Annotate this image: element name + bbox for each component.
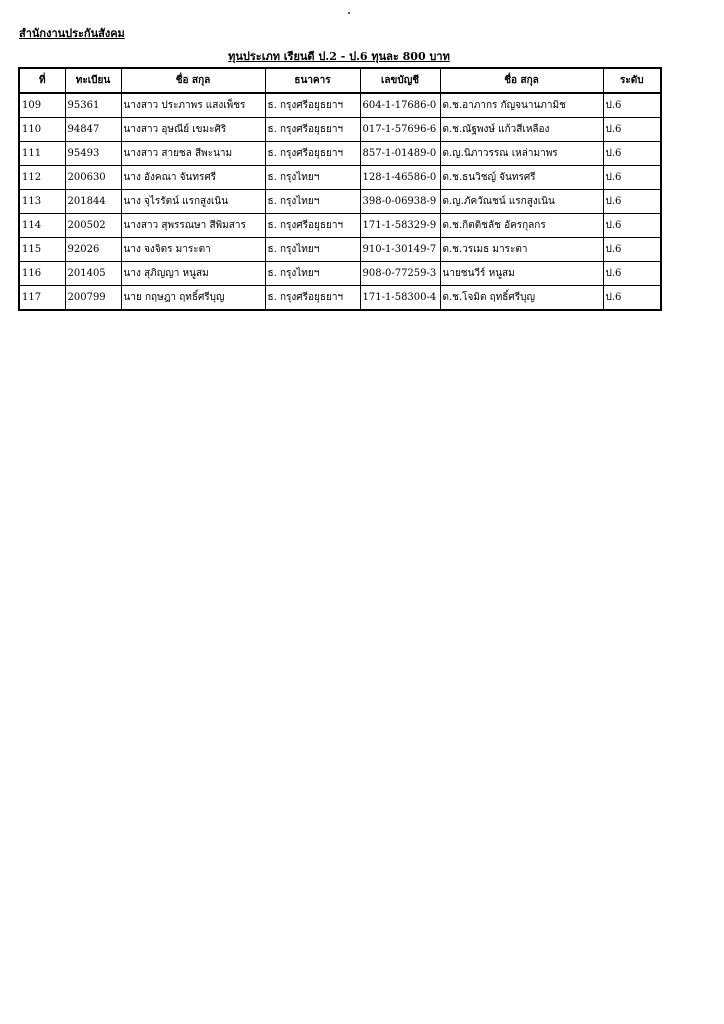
cell-level: ป.6 [603, 214, 661, 238]
cell-registration: 92026 [65, 238, 121, 262]
cell-student-name: นายชนวีร์ หนูสม [440, 262, 603, 286]
cell-bank: ธ. กรุงไทยฯ [265, 238, 360, 262]
cell-registration: 94847 [65, 118, 121, 142]
cell-registration: 95361 [65, 93, 121, 118]
document-title: ทุนประเภท เรียนดี ป.2 - ป.6 ทุนละ 800 บาท [228, 50, 450, 63]
cell-no: 111 [19, 142, 65, 166]
cell-parent-name: นาง จงจิตร มาระตา [121, 238, 265, 262]
cell-no: 110 [19, 118, 65, 142]
cell-bank: ธ. กรุงไทยฯ [265, 262, 360, 286]
cell-level: ป.6 [603, 286, 661, 311]
cell-level: ป.6 [603, 142, 661, 166]
scan-speck [348, 12, 350, 14]
header-row [19, 68, 661, 93]
cell-parent-name: นาง จุไรรัตน์ แรกสูงเนิน [121, 190, 265, 214]
cell-bank: ธ. กรุงศรีอยุธยาฯ [265, 118, 360, 142]
cell-account-number: 857-1-01489-0 [360, 142, 440, 166]
cell-level: ป.6 [603, 93, 661, 118]
cell-no: 117 [19, 286, 65, 311]
cell-no: 116 [19, 262, 65, 286]
cell-account-number: 017-1-57696-6 [360, 118, 440, 142]
cell-no: 115 [19, 238, 65, 262]
cell-registration: 200799 [65, 286, 121, 311]
cell-bank: ธ. กรุงศรีอยุธยาฯ [265, 93, 360, 118]
cell-parent-name: นาง สุภิญญา หนูสม [121, 262, 265, 286]
cell-student-name: ด.ช.โจมิต ฤทธิ์ศรีบุญ [440, 286, 603, 311]
cell-student-name: ด.ช.ธนวิชญ์ จันทรศรี [440, 166, 603, 190]
cell-level: ป.6 [603, 238, 661, 262]
cell-student-name: ด.ช.ณัฐพงษ์ แก้วสีเหลือง [440, 118, 603, 142]
cell-level: ป.6 [603, 262, 661, 286]
header-level: ระดับ [603, 68, 661, 93]
cell-student-name: ด.ช.กิตติชลัช อัครกุลกร [440, 214, 603, 238]
table-row [19, 166, 661, 190]
cell-student-name: ด.ช.วรเมธ มาระตา [440, 238, 603, 262]
cell-student-name: ด.ญ.นิภาวรรณ เหล่ามาพร [440, 142, 603, 166]
cell-level: ป.6 [603, 166, 661, 190]
table-body [19, 93, 661, 310]
table-row [19, 286, 661, 311]
cell-bank: ธ. กรุงศรีอยุธยาฯ [265, 286, 360, 311]
cell-account-number: 171-1-58329-9 [360, 214, 440, 238]
cell-no: 109 [19, 93, 65, 118]
cell-parent-name: นางสาว สุพรรณษา สีพิมสาร [121, 214, 265, 238]
cell-account-number: 908-0-77259-3 [360, 262, 440, 286]
cell-registration: 200502 [65, 214, 121, 238]
scholarship-table [18, 67, 662, 311]
cell-registration: 200630 [65, 166, 121, 190]
header-registration: ทะเบียน [65, 68, 121, 93]
cell-level: ป.6 [603, 118, 661, 142]
cell-parent-name: นาง อังคณา จันทรศรี [121, 166, 265, 190]
header-account-number: เลขบัญชี [360, 68, 440, 93]
header-bank: ธนาคาร [265, 68, 360, 93]
cell-level: ป.6 [603, 190, 661, 214]
cell-account-number: 604-1-17686-0 [360, 93, 440, 118]
table-row [19, 118, 661, 142]
cell-student-name: ด.ญ.ภัควัณชน์ แรกสูงเนิน [440, 190, 603, 214]
cell-bank: ธ. กรุงไทยฯ [265, 190, 360, 214]
cell-registration: 201844 [65, 190, 121, 214]
cell-account-number: 398-0-06938-9 [360, 190, 440, 214]
cell-parent-name: นางสาว อุษณีย์ เขมะศิริ [121, 118, 265, 142]
cell-no: 114 [19, 214, 65, 238]
organization-title: สำนักงานประกันสังคม [19, 27, 125, 40]
cell-bank: ธ. กรุงศรีอยุธยาฯ [265, 142, 360, 166]
table-row [19, 214, 661, 238]
cell-no: 113 [19, 190, 65, 214]
cell-parent-name: นางสาว สายชล สีพะนาม [121, 142, 265, 166]
cell-parent-name: นาย กฤษฎา ฤทธิ์ศรีบุญ [121, 286, 265, 311]
table-row [19, 262, 661, 286]
table-row [19, 190, 661, 214]
cell-student-name: ด.ช.อาภากร กัญจนานภามิช [440, 93, 603, 118]
cell-bank: ธ. กรุงไทยฯ [265, 166, 360, 190]
cell-registration: 201405 [65, 262, 121, 286]
header-student-name: ชื่อ สกุล [440, 68, 603, 93]
cell-account-number: 910-1-30149-7 [360, 238, 440, 262]
cell-account-number: 171-1-58300-4 [360, 286, 440, 311]
cell-parent-name: นางสาว ประภาพร แสงเพ็ชร [121, 93, 265, 118]
cell-registration: 95493 [65, 142, 121, 166]
table-row [19, 142, 661, 166]
cell-bank: ธ. กรุงศรีอยุธยาฯ [265, 214, 360, 238]
cell-account-number: 128-1-46586-0 [360, 166, 440, 190]
cell-no: 112 [19, 166, 65, 190]
table-header [19, 68, 661, 93]
header-no: ที่ [19, 68, 65, 93]
table-row [19, 238, 661, 262]
header-parent-name: ชื่อ สกุล [121, 68, 265, 93]
table-row [19, 93, 661, 118]
